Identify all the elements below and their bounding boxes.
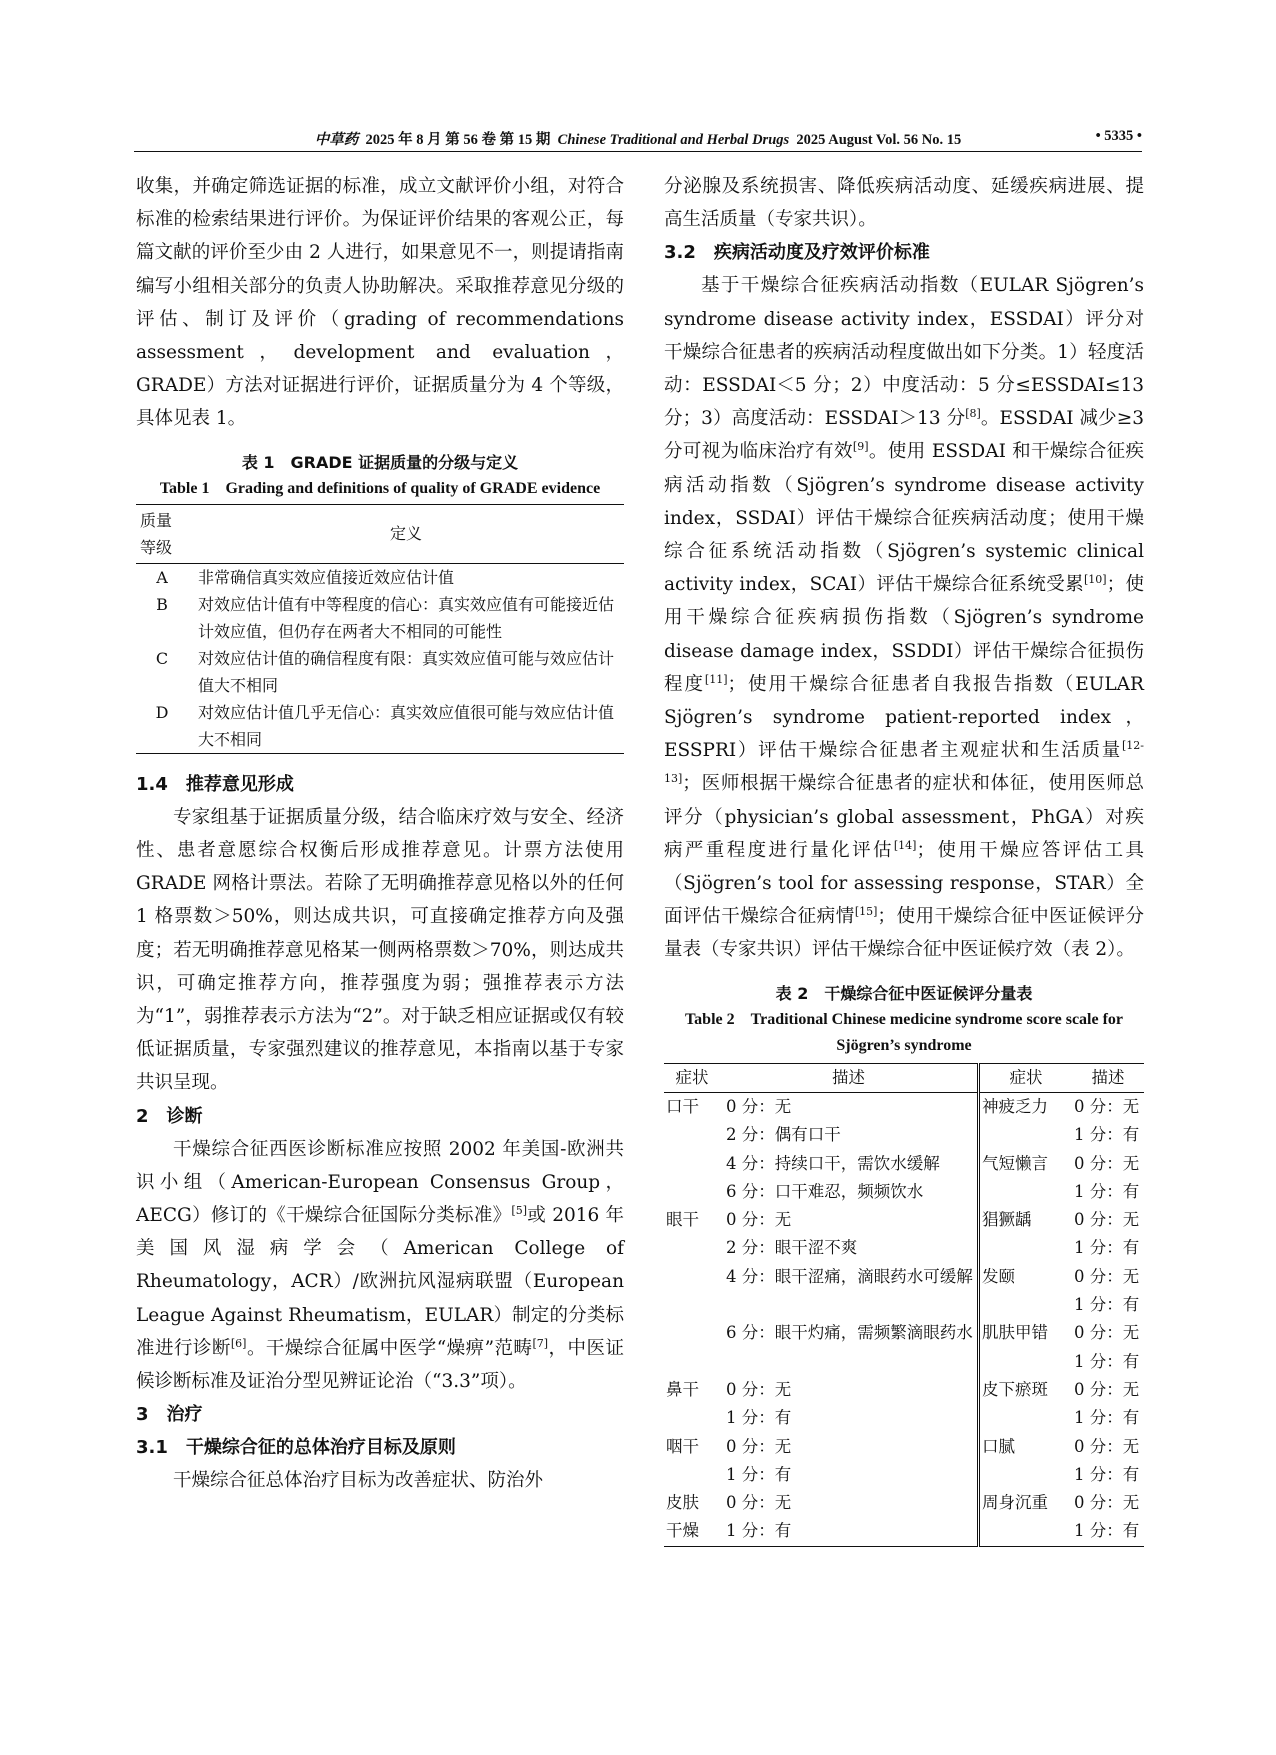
description-cell: 0 分：无 — [1074, 1493, 1140, 1513]
description-cell: 1 分：有 — [1074, 1238, 1140, 1258]
journal-title-en: Chinese Traditional and Herbal Drugs — [557, 132, 790, 148]
grade-cell: A — [156, 567, 168, 587]
citation: [12-13] — [664, 739, 1144, 786]
symptom-cell — [664, 1291, 720, 1319]
symptom-cell — [664, 1178, 720, 1206]
running-header — [134, 128, 1142, 150]
section-3-2-heading: 3.2 疾病活动度及疗效评价标准 — [664, 242, 930, 264]
description-cell: 2 分：眼干涩不爽 — [726, 1238, 858, 1258]
symptom-cell — [664, 1319, 720, 1347]
table-row — [664, 1517, 1144, 1546]
description-cell: 4 分：眼干涩痛，滴眼药水可缓解 — [726, 1266, 973, 1286]
text-span: 。ESSDAI 减少≥3 分可视为临床治疗有效 — [664, 408, 1144, 463]
symptom-cell — [979, 1348, 1073, 1376]
table-row — [664, 1178, 1144, 1206]
table-row — [136, 563, 624, 591]
col-header-symptom: 症状 — [979, 1063, 1073, 1092]
page-number: • 5335 • — [1095, 128, 1142, 144]
symptom-cell: 气短懒言 — [979, 1150, 1073, 1178]
section-3-1-paragraph: 干燥综合征总体治疗目标为改善症状、防治外 — [173, 1470, 544, 1492]
table2-caption-en: Table 2 Traditional Chinese medicine syndrome score scale for Sjögren’s syndrome — [684, 1010, 1124, 1054]
description-cell: 0 分：无 — [726, 1210, 792, 1230]
table1-caption-zh: 表 1 GRADE 证据质量的分级与定义 — [241, 452, 519, 472]
citation: [10] — [1084, 573, 1107, 587]
description-cell: 0 分：无 — [726, 1096, 792, 1116]
symptom-cell: 皮下瘀斑 — [979, 1376, 1073, 1404]
text-span: ；医师根据干燥综合征患者的症状和体征，使用医师总评分（physician’s global assessment，PhGA）对疾病严重程度进行量化评估 — [664, 773, 1144, 861]
definition-cell: 对效应估计值的确信程度有限：真实效应值可能与效应估计值大不相同 — [198, 648, 615, 695]
col-header-description: 描述 — [720, 1063, 979, 1092]
citation: [7] — [532, 1336, 549, 1350]
symptom-cell — [979, 1404, 1073, 1432]
description-cell: 0 分：无 — [1074, 1096, 1140, 1116]
text-span: 。干燥综合征属中医学“燥痹”范畴 — [246, 1337, 533, 1359]
description-cell: 1 分：有 — [726, 1464, 792, 1484]
description-cell: 6 分：眼干灼痛，需频繁滴眼药水 — [726, 1323, 973, 1343]
table-row — [664, 1376, 1144, 1404]
issue-info-en: 2025 August Vol. 56 No. 15 — [796, 132, 962, 148]
table-row — [664, 1291, 1144, 1319]
section-3-1-heading: 3.1 干燥综合征的总体治疗目标及原则 — [136, 1437, 456, 1459]
description-cell: 1 分：有 — [1074, 1464, 1140, 1484]
grade-cell: B — [156, 594, 168, 614]
symptom-cell: 猖獗龋 — [979, 1206, 1073, 1234]
description-cell: 6 分：口干难忍，频频饮水 — [726, 1181, 924, 1201]
section-1-4-paragraph: 专家组基于证据质量分级，结合临床疗效与安全、经济性、患者意愿综合权衡后形成推荐意见。计票方法使用 GRADE 网格计票法。若除了无明确推荐意见格以外的任何 1 格票数＞50%，则达成共识，可直接确定推荐方向及强度；若无明确推荐意见格某一侧两格票数＞70%，则达成共识，可确定推荐方向，推荐强度为弱；强推荐表示方法为“1”，弱推荐表示方法为“2”。对于缺乏相应证据或仅有较低证据质量，专家强烈建议的推荐意见，本指南以基于专家共识呈现。 — [136, 806, 624, 1094]
symptom-cell — [664, 1150, 720, 1178]
table-row — [664, 1263, 1144, 1291]
definition-cell: 对效应估计值有中等程度的信心：真实效应值有可能接近估计效应值，但仍存在两者大不相同的可能性 — [198, 594, 615, 641]
symptom-cell: 发颐 — [979, 1263, 1073, 1291]
text-span: ；使用干燥综合征中医证候评分量表（专家共识）评估干燥综合征中医证候疗效（表 2）。 — [664, 906, 1144, 961]
description-cell — [720, 1291, 979, 1319]
section-2-heading: 2 诊断 — [136, 1105, 203, 1127]
text-span: ；使用干燥综合征患者自我报告指数（EULAR Sjögren’s syndrome patient-reported index，ESSPRI）评估干燥综合征患者主观症状和生活质量 — [664, 673, 1144, 762]
symptom-cell: 口干 — [666, 1096, 699, 1116]
table-row — [136, 699, 624, 754]
description-cell: 0 分：无 — [1074, 1436, 1140, 1456]
grade-cell: C — [155, 648, 169, 668]
text-span: ；使用干燥综合征疾病损伤指数（Sjögren’s syndrome disease damage index，SSDDI）评估干燥综合征损伤程度 — [664, 574, 1144, 695]
symptom-cell — [664, 1404, 720, 1432]
table-row — [664, 1150, 1144, 1178]
section-1-4-heading: 1.4 推荐意见形成 — [136, 773, 294, 795]
table-row — [664, 1348, 1144, 1376]
issue-info-zh: 2025 年 8 月 第 56 卷 第 15 期 — [365, 132, 551, 148]
text-span: 基于干燥综合征疾病活动指数（EULAR Sjögren’s syndrome disease activity index，ESSDAI）评分对干燥综合征患者的疾病活动程度做出如下分类。1）轻度活动：ESSDAI＜5 分；2）中度活动：5 分≤ESSDAI≤13 分；3）高度活动：ESSDAI＞13 分 — [664, 275, 1144, 430]
col-header-description: 描述 — [1072, 1063, 1144, 1092]
tcm-syndrome-table — [664, 1063, 1144, 1547]
journal-title-zh: 中草药 — [314, 132, 359, 148]
section-3-2-paragraph — [664, 269, 1144, 966]
definition-cell: 非常确信真实效应值接近效应估计值 — [198, 567, 455, 587]
citation: [15] — [854, 905, 878, 919]
col-header-definition: 定义 — [188, 504, 624, 563]
description-cell: 0 分：无 — [1074, 1210, 1140, 1230]
symptom-cell — [664, 1263, 720, 1291]
text-span: ，中医证候诊断标准及证治分型见辨证论治（“3.3”项）。 — [136, 1337, 624, 1393]
table-row — [664, 1234, 1144, 1262]
description-cell: 0 分：无 — [726, 1436, 792, 1456]
table-row — [136, 591, 624, 645]
description-cell: 1 分：有 — [1074, 1351, 1140, 1371]
description-cell: 4 分：持续口干，需饮水缓解 — [726, 1153, 940, 1173]
table-row — [664, 1433, 1144, 1461]
table1-caption-en: Table 1 Grading and definitions of quality of GRADE evidence — [159, 479, 601, 497]
col-header-grade: 质量等级 — [136, 504, 188, 563]
table-row — [664, 1121, 1144, 1149]
symptom-cell — [979, 1291, 1073, 1319]
symptom-cell: 眼干 — [666, 1210, 699, 1230]
citation: [11] — [704, 672, 728, 686]
symptom-cell: 口腻 — [979, 1433, 1073, 1461]
description-cell: 1 分：有 — [726, 1408, 792, 1428]
symptom-cell: 干燥 — [666, 1521, 699, 1541]
description-cell: 1 分：有 — [1074, 1295, 1140, 1315]
table-row — [664, 1489, 1144, 1517]
symptom-cell — [664, 1348, 720, 1376]
symptom-cell — [979, 1461, 1073, 1489]
symptom-cell — [979, 1178, 1073, 1206]
symptom-cell: 鼻干 — [666, 1379, 699, 1399]
table-row — [664, 1092, 1144, 1121]
description-cell: 1 分：有 — [1074, 1181, 1140, 1201]
description-cell: 0 分：无 — [726, 1493, 792, 1513]
symptom-cell — [979, 1234, 1073, 1262]
table-row — [664, 1319, 1144, 1347]
description-cell: 1 分：有 — [726, 1521, 792, 1541]
symptom-cell — [979, 1121, 1073, 1149]
symptom-cell: 神疲乏力 — [979, 1092, 1073, 1121]
grade-cell: D — [155, 702, 169, 722]
symptom-cell — [979, 1517, 1073, 1546]
text-span: 。使用 ESSDAI 和干燥综合征疾病活动指数（Sjögren’s syndrome disease activity index，SSDAI）评估干燥综合征疾病活动度；使用干燥综合征系统活动指数（Sjögren’s systemic clinical activity index，SCAI）评估干燥综合征系统受累 — [664, 441, 1144, 596]
description-cell: 1 分：有 — [1074, 1521, 1140, 1541]
symptom-cell: 皮肤 — [666, 1493, 699, 1513]
table2-caption-zh: 表 2 干燥综合征中医证候评分量表 — [775, 983, 1033, 1003]
table-row — [664, 1404, 1144, 1432]
citation: [8] — [965, 407, 981, 421]
definition-cell: 对效应估计值几乎无信心：真实效应值很可能与效应估计值大不相同 — [198, 702, 615, 749]
description-cell: 0 分：无 — [1074, 1266, 1140, 1286]
citation: [14] — [893, 838, 917, 852]
table-row — [136, 645, 624, 699]
section-2-paragraph — [136, 1133, 624, 1399]
section-3-1-continued: 分泌腺及系统损害、降低疾病活动度、延缓疾病进展、提高生活质量（专家共识）。 — [664, 176, 1144, 231]
citation: [6] — [230, 1336, 247, 1350]
description-cell: 0 分：无 — [726, 1379, 792, 1399]
description-cell: 1 分：有 — [1074, 1408, 1140, 1428]
description-cell: 0 分：无 — [1074, 1379, 1140, 1399]
left-column — [136, 170, 624, 1497]
col-header-symptom: 症状 — [664, 1063, 720, 1092]
symptom-cell: 咽干 — [666, 1436, 699, 1456]
table-row — [664, 1206, 1144, 1234]
symptom-cell — [664, 1234, 720, 1262]
citation: [9] — [852, 440, 869, 454]
table2-body — [664, 1092, 1144, 1546]
header-center — [134, 128, 1142, 149]
symptom-cell: 肌肤甲错 — [979, 1319, 1073, 1347]
section-3-heading: 3 治疗 — [136, 1404, 203, 1426]
table-row — [664, 1461, 1144, 1489]
intro-paragraph: 收集，并确定筛选证据的标准，成立文献评价小组，对符合标准的检索结果进行评价。为保证评价结果的客观公正，每篇文献的评价至少由 2 人进行，如果意见不一，则提请指南编写小组相关部分的负责人协助解决。采取推荐意见分级的评估、制订及评价（grading of recommendations assessment，development and evaluation，GRADE）方法对证据进行评价，证据质量分为 4 个等级，具体见表 1。 — [136, 176, 624, 430]
header-rule — [134, 151, 1142, 152]
description-cell: 1 分：有 — [1074, 1125, 1140, 1145]
symptom-cell: 周身沉重 — [979, 1489, 1073, 1517]
citation: [5] — [511, 1203, 528, 1217]
description-cell — [720, 1348, 979, 1376]
symptom-cell — [664, 1461, 720, 1489]
description-cell: 2 分：偶有口干 — [726, 1125, 841, 1145]
right-column — [664, 170, 1144, 1547]
grade-table — [136, 504, 624, 754]
text-span: 或 2016 年美国风湿病学会（American College of Rheumatology，ACR）/欧洲抗风湿病联盟（European League Against Rheumatism，EULAR）制定的分类标准进行诊断 — [136, 1205, 624, 1359]
description-cell: 0 分：无 — [1074, 1153, 1140, 1173]
text-span: ；使用干燥应答评估工具（Sjögren’s tool for assessing response，STAR）全面评估干燥综合征病情 — [664, 839, 1144, 928]
text-span: 干燥综合征西医诊断标准应按照 2002 年美国-欧洲共识小组（American-European Consensus Group，AECG）修订的《干燥综合征国际分类标准》 — [136, 1138, 624, 1227]
symptom-cell — [664, 1121, 720, 1149]
description-cell: 0 分：无 — [1074, 1323, 1140, 1343]
